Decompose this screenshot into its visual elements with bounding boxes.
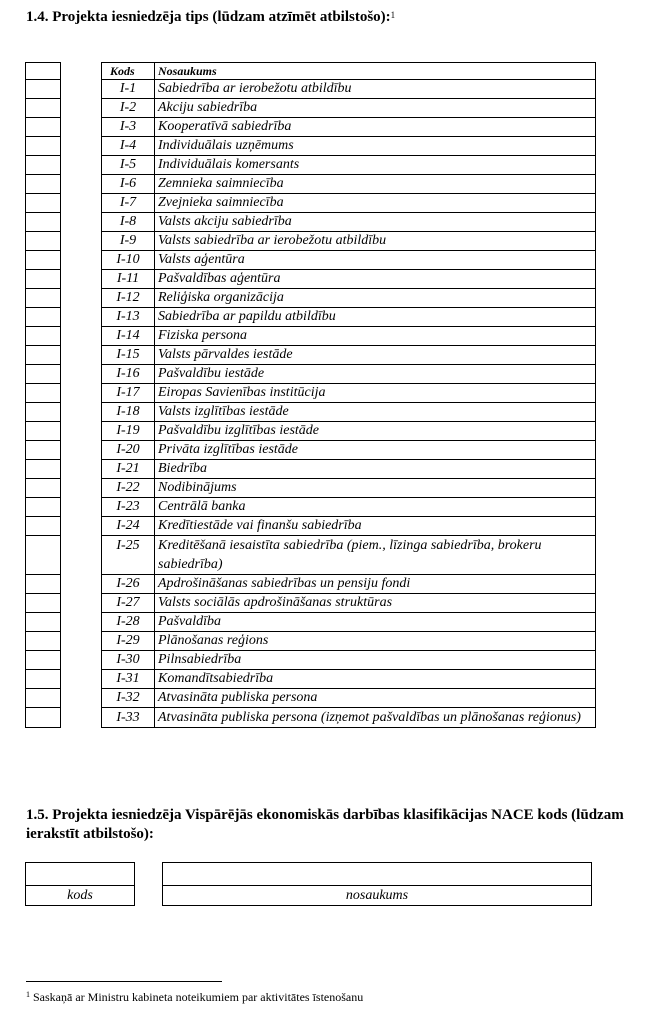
row-code: I-12 bbox=[102, 289, 155, 308]
row-code: I-26 bbox=[102, 575, 155, 594]
type-checkbox[interactable] bbox=[26, 346, 61, 365]
row-name: Pašvaldības aģentūra bbox=[155, 270, 596, 289]
table-row bbox=[102, 194, 596, 213]
table-row bbox=[102, 118, 596, 137]
type-checkbox[interactable] bbox=[26, 708, 61, 728]
table-row bbox=[102, 270, 596, 289]
row-code: I-19 bbox=[102, 422, 155, 441]
table-row bbox=[102, 613, 596, 632]
table-row bbox=[102, 308, 596, 327]
type-checkbox[interactable] bbox=[26, 327, 61, 346]
nace-code-input[interactable] bbox=[26, 863, 135, 886]
table-row bbox=[102, 365, 596, 384]
table-row bbox=[102, 213, 596, 232]
row-name: Valsts pārvaldes iestāde bbox=[155, 346, 596, 365]
row-name: Atvasināta publiska persona (izņemot pašvaldības un plānošanas reģionus) bbox=[155, 708, 596, 728]
table-row bbox=[102, 479, 596, 498]
row-name: Zvejnieka saimniecība bbox=[155, 194, 596, 213]
table-row bbox=[102, 575, 596, 594]
row-name: Pilnsabiedrība bbox=[155, 651, 596, 670]
table-row bbox=[102, 670, 596, 689]
header-name: Nosaukums bbox=[155, 63, 596, 80]
row-name: Individuālais uzņēmums bbox=[155, 137, 596, 156]
row-code: I-24 bbox=[102, 517, 155, 536]
table-header-row bbox=[102, 63, 596, 80]
row-name: Valsts izglītības iestāde bbox=[155, 403, 596, 422]
row-name: Reliģiska organizācija bbox=[155, 289, 596, 308]
table-row bbox=[102, 346, 596, 365]
type-checkbox[interactable] bbox=[26, 175, 61, 194]
type-checkbox[interactable] bbox=[26, 156, 61, 175]
type-checkbox[interactable] bbox=[26, 270, 61, 289]
nace-code-label: kods bbox=[26, 886, 135, 906]
row-code: I-5 bbox=[102, 156, 155, 175]
table-row bbox=[102, 441, 596, 460]
row-name: Kredītiestāde vai finanšu sabiedrība bbox=[155, 517, 596, 536]
row-name: Pašvaldību iestāde bbox=[155, 365, 596, 384]
table-row bbox=[102, 289, 596, 308]
section-1-4-title-text: 1.4. Projekta iesniedzēja tips (lūdzam atzīmēt atbilstošo): bbox=[26, 9, 391, 25]
table-row bbox=[102, 156, 596, 175]
row-name: Pašvaldību izglītības iestāde bbox=[155, 422, 596, 441]
row-code: I-30 bbox=[102, 651, 155, 670]
table-row bbox=[102, 536, 596, 575]
type-checkbox[interactable] bbox=[26, 460, 61, 479]
row-name: Pašvaldība bbox=[155, 613, 596, 632]
table-row bbox=[102, 651, 596, 670]
type-checkbox[interactable] bbox=[26, 441, 61, 460]
applicant-type-table bbox=[101, 62, 596, 728]
table-row bbox=[102, 251, 596, 270]
type-checkbox[interactable] bbox=[26, 689, 61, 708]
row-code: I-20 bbox=[102, 441, 155, 460]
table-row bbox=[102, 708, 596, 728]
type-checkbox[interactable] bbox=[26, 99, 61, 118]
row-code: I-18 bbox=[102, 403, 155, 422]
type-checkbox[interactable] bbox=[26, 517, 61, 536]
table-row bbox=[102, 137, 596, 156]
type-checkbox[interactable] bbox=[26, 232, 61, 251]
type-checkbox[interactable] bbox=[26, 80, 61, 99]
table-row bbox=[102, 232, 596, 251]
header-code: Kods bbox=[102, 63, 155, 80]
nace-name-box bbox=[162, 862, 592, 906]
row-code: I-9 bbox=[102, 232, 155, 251]
row-name: Valsts sabiedrība ar ierobežotu atbildību bbox=[155, 232, 596, 251]
row-name: Valsts sociālās apdrošināšanas struktūras bbox=[155, 594, 596, 613]
table-row bbox=[102, 99, 596, 118]
row-name: Privāta izglītības iestāde bbox=[155, 441, 596, 460]
row-name: Apdrošināšanas sabiedrības un pensiju fondi bbox=[155, 575, 596, 594]
row-name: Plānošanas reģions bbox=[155, 632, 596, 651]
table-row bbox=[102, 403, 596, 422]
row-name: Akciju sabiedrība bbox=[155, 99, 596, 118]
row-code: I-13 bbox=[102, 308, 155, 327]
row-code: I-23 bbox=[102, 498, 155, 517]
row-code: I-14 bbox=[102, 327, 155, 346]
footnote-separator bbox=[26, 981, 222, 982]
type-checkbox[interactable] bbox=[26, 365, 61, 384]
row-code: I-10 bbox=[102, 251, 155, 270]
footnote-text: Saskaņā ar Ministru kabineta noteikumiem par aktivitātes īstenošanu bbox=[33, 990, 364, 1004]
row-name: Centrālā banka bbox=[155, 498, 596, 517]
row-code: I-6 bbox=[102, 175, 155, 194]
row-name: Kooperatīvā sabiedrība bbox=[155, 118, 596, 137]
footnote-number: 1 bbox=[26, 990, 30, 999]
row-code: I-31 bbox=[102, 670, 155, 689]
footnote bbox=[26, 990, 626, 1004]
row-code: I-29 bbox=[102, 632, 155, 651]
type-checkbox[interactable] bbox=[26, 536, 61, 575]
row-name: Fiziska persona bbox=[155, 327, 596, 346]
type-checkbox[interactable] bbox=[26, 118, 61, 137]
row-name: Biedrība bbox=[155, 460, 596, 479]
row-code: I-16 bbox=[102, 365, 155, 384]
table-row bbox=[102, 498, 596, 517]
type-checkbox[interactable] bbox=[26, 632, 61, 651]
table-row bbox=[102, 384, 596, 403]
table-row bbox=[102, 175, 596, 194]
type-checkbox[interactable] bbox=[26, 651, 61, 670]
row-name: Atvasināta publiska persona bbox=[155, 689, 596, 708]
type-checkbox[interactable] bbox=[26, 479, 61, 498]
section-1-5-title: 1.5. Projekta iesniedzēja Vispārējās ekonomiskās darbības klasifikācijas NACE kods (lūdzam ierakstīt atbilstošo): bbox=[26, 807, 624, 842]
type-checkbox[interactable] bbox=[26, 194, 61, 213]
row-code: I-22 bbox=[102, 479, 155, 498]
type-checkbox[interactable] bbox=[26, 137, 61, 156]
row-code: I-2 bbox=[102, 99, 155, 118]
row-name: Komandītsabiedrība bbox=[155, 670, 596, 689]
row-code: I-17 bbox=[102, 384, 155, 403]
row-name: Zemnieka saimniecība bbox=[155, 175, 596, 194]
row-name: Nodibinājums bbox=[155, 479, 596, 498]
row-code: I-33 bbox=[102, 708, 155, 728]
checkbox-header-cell bbox=[26, 63, 61, 80]
row-code: I-27 bbox=[102, 594, 155, 613]
row-name: Individuālais komersants bbox=[155, 156, 596, 175]
table-row bbox=[102, 327, 596, 346]
type-checkbox[interactable] bbox=[26, 308, 61, 327]
row-name: Valsts aģentūra bbox=[155, 251, 596, 270]
type-checkbox[interactable] bbox=[26, 251, 61, 270]
section-1-4-title bbox=[26, 8, 636, 26]
checkbox-column bbox=[25, 62, 61, 728]
type-checkbox[interactable] bbox=[26, 403, 61, 422]
table-row bbox=[102, 517, 596, 536]
nace-name-input[interactable] bbox=[163, 863, 592, 886]
row-name: Eiropas Savienības institūcija bbox=[155, 384, 596, 403]
row-code: I-32 bbox=[102, 689, 155, 708]
type-checkbox[interactable] bbox=[26, 498, 61, 517]
row-code: I-25 bbox=[102, 536, 155, 575]
type-checkbox[interactable] bbox=[26, 384, 61, 403]
type-checkbox[interactable] bbox=[26, 594, 61, 613]
row-code: I-21 bbox=[102, 460, 155, 479]
nace-code-box bbox=[25, 862, 135, 906]
table-row bbox=[102, 632, 596, 651]
row-code: I-4 bbox=[102, 137, 155, 156]
type-checkbox[interactable] bbox=[26, 422, 61, 441]
row-name: Sabiedrība ar papildu atbildību bbox=[155, 308, 596, 327]
row-name: Sabiedrība ar ierobežotu atbildību bbox=[155, 80, 596, 99]
row-code: I-28 bbox=[102, 613, 155, 632]
row-code: I-11 bbox=[102, 270, 155, 289]
type-checkbox[interactable] bbox=[26, 289, 61, 308]
row-code: I-8 bbox=[102, 213, 155, 232]
table-row bbox=[102, 594, 596, 613]
row-code: I-7 bbox=[102, 194, 155, 213]
row-code: I-1 bbox=[102, 80, 155, 99]
row-code: I-15 bbox=[102, 346, 155, 365]
table-row bbox=[102, 422, 596, 441]
table-row bbox=[102, 689, 596, 708]
type-checkbox[interactable] bbox=[26, 670, 61, 689]
type-checkbox[interactable] bbox=[26, 213, 61, 232]
type-checkbox[interactable] bbox=[26, 575, 61, 594]
table-row bbox=[102, 80, 596, 99]
footnote-ref: 1 bbox=[390, 10, 396, 20]
table-row bbox=[102, 460, 596, 479]
row-name: Valsts akciju sabiedrība bbox=[155, 213, 596, 232]
nace-name-label: nosaukums bbox=[163, 886, 592, 906]
row-name: Kreditēšanā iesaistīta sabiedrība (piem., līzinga sabiedrība, brokeru sabiedrība) bbox=[155, 536, 596, 575]
row-code: I-3 bbox=[102, 118, 155, 137]
type-checkbox[interactable] bbox=[26, 613, 61, 632]
